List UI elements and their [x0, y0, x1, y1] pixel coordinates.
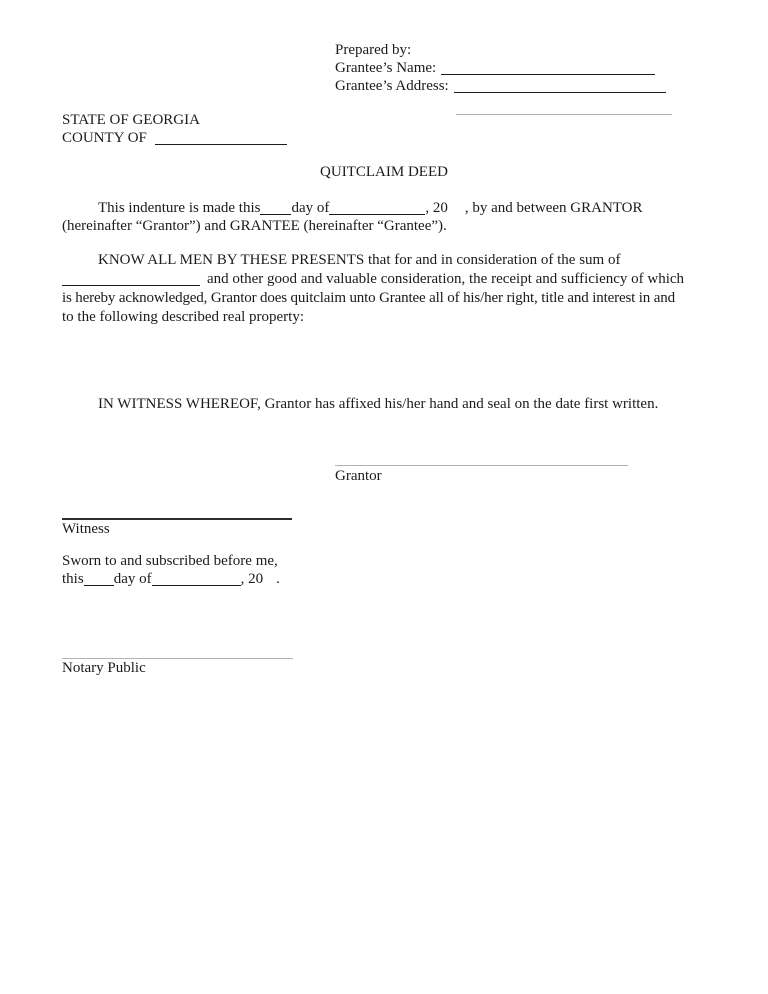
consideration-line-2 [62, 270, 684, 289]
consideration-line-3 [62, 289, 675, 308]
sworn-text-1: Sworn to and subscribed before me, [62, 553, 278, 569]
consideration-line-1 [98, 251, 620, 270]
notary-label-line [62, 659, 146, 678]
county-line [62, 129, 287, 148]
opening-text-4: , by and between GRANTOR [464, 200, 643, 216]
consideration-line-4 [62, 308, 304, 327]
sum-blank-field [62, 273, 200, 286]
opening-text-2: day of [291, 200, 330, 216]
sworn-line-1 [62, 552, 278, 571]
page-title: QUITCLAIM DEED [320, 164, 448, 180]
grantee-address-blank-field [454, 80, 666, 93]
consideration-text-4: to the following described real property: [62, 309, 305, 325]
state-line [62, 111, 200, 130]
sworn-text-4: , 20 [240, 571, 264, 587]
grantee-name-blank-field [441, 62, 655, 75]
grantee-address-label: Grantee’s Address: [335, 78, 449, 94]
state-label: STATE OF GEORGIA [62, 112, 200, 128]
prepared-by-label: Prepared by: [335, 42, 412, 58]
sworn-line-2 [62, 570, 280, 589]
opening-paragraph-line-2 [62, 217, 447, 236]
grantee-address-second-rule [456, 114, 672, 115]
year-gap-field [448, 211, 465, 212]
witness-clause-line [98, 395, 658, 414]
opening-paragraph-line-1 [98, 199, 643, 218]
opening-text-1: This indenture is made this [98, 200, 261, 216]
opening-text-5: (hereinafter “Grantor”) and GRANTEE (hereinafter “Grantee”). [62, 218, 447, 234]
sworn-text-3: day of [113, 571, 152, 587]
sworn-text-5: . [276, 571, 280, 587]
grantee-address-line [335, 77, 666, 96]
consideration-text-2: and other good and valuable consideration, the receipt and sufficiency of which [207, 271, 685, 287]
grantor-signature-rule [335, 465, 628, 466]
month-blank-field [329, 202, 425, 215]
grantor-label-line [335, 467, 382, 486]
grantee-name-line [335, 59, 655, 78]
sworn-text-2: this [62, 571, 84, 587]
grantor-label: Grantor [335, 468, 382, 484]
county-label: COUNTY OF [62, 130, 147, 146]
consideration-text-3: is hereby acknowledged, Grantor does quitclaim unto Grantee all of his/her right, title and interest in and [62, 290, 675, 306]
prepared-by-line [335, 41, 411, 60]
sworn-year-gap-field [263, 582, 276, 583]
sworn-month-blank-field [152, 573, 241, 586]
title-line [0, 163, 768, 182]
day-blank-field [260, 202, 291, 215]
witness-label: Witness [62, 521, 110, 537]
county-blank-field [155, 132, 287, 145]
witness-label-line [62, 520, 110, 539]
witness-clause-text: IN WITNESS WHEREOF, Grantor has affixed his/her hand and seal on the date first written. [98, 396, 659, 412]
sworn-day-blank-field [84, 573, 114, 586]
grantee-name-label: Grantee’s Name: [335, 60, 437, 76]
consideration-text-1: KNOW ALL MEN BY THESE PRESENTS that for and in consideration of the sum of [98, 252, 621, 268]
notary-label: Notary Public [62, 660, 146, 676]
opening-text-3: , 20 [425, 200, 448, 216]
